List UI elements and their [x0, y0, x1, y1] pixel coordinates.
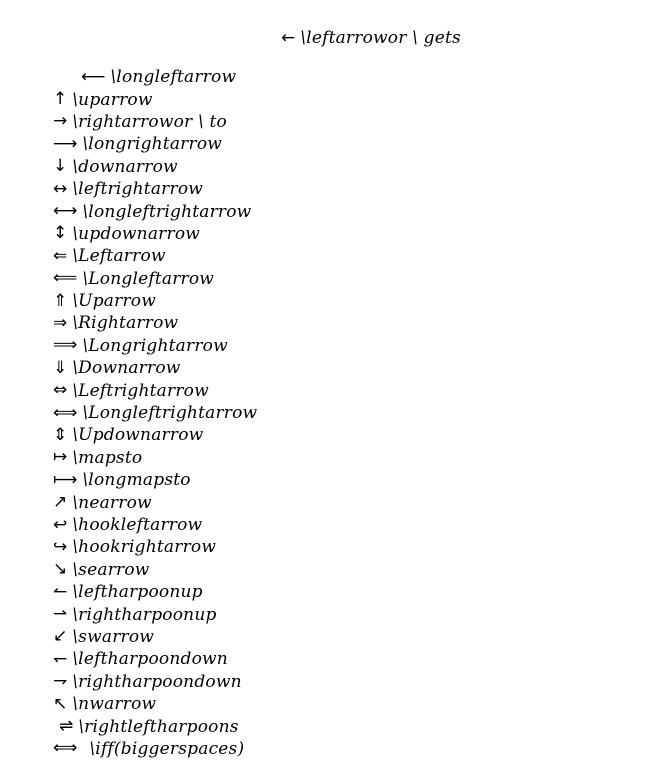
- command-text: \Updownarrow: [72, 425, 204, 446]
- command-text: \mapsto: [72, 447, 143, 468]
- double-leftarrow-icon: ⇐: [53, 245, 68, 266]
- double-longleftarrow-icon: ⟸: [53, 268, 78, 289]
- list-item: [53, 200, 257, 222]
- list-item: [53, 559, 257, 581]
- list-item: [53, 536, 257, 558]
- command-text: \nwarrow: [72, 694, 157, 715]
- list-item: [53, 738, 257, 760]
- list-item: [53, 178, 257, 200]
- command-text: \hookleftarrow: [72, 515, 203, 535]
- command-text: \iff(biggerspaces): [89, 738, 245, 759]
- hookleftarrow-icon: ↩: [53, 514, 68, 535]
- list-item: [53, 156, 257, 178]
- command-text: \leftharpoondown: [72, 649, 228, 670]
- double-leftrightarrow-icon: ⇔: [53, 380, 68, 401]
- header-line: [281, 26, 461, 50]
- list-item: [53, 111, 257, 133]
- longleftrightarrow-icon: ⟷: [53, 201, 78, 222]
- command-text: \downarrow: [72, 156, 178, 177]
- leftrightarrow-icon: ↔: [53, 178, 68, 199]
- rightharpoonup-icon: ⇀: [53, 604, 68, 625]
- command-text: \searrow: [72, 559, 150, 580]
- list-item: [53, 133, 257, 155]
- list-item: [53, 223, 257, 245]
- double-downarrow-icon: ⇓: [53, 357, 68, 378]
- list-item: [53, 379, 257, 401]
- list-item: [53, 66, 257, 88]
- arrow-list: [53, 66, 257, 760]
- double-rightarrow-icon: ⇒: [53, 312, 68, 333]
- downarrow-icon: ↓: [53, 156, 68, 177]
- list-item: [53, 469, 257, 491]
- searrow-icon: ↘: [53, 559, 68, 580]
- command-text: \leftrightarrow: [72, 179, 203, 200]
- list-item: [53, 603, 257, 625]
- list-item: [53, 245, 257, 267]
- leftharpoonup-icon: ↼: [53, 581, 68, 602]
- command-text: \Longleftarrow: [82, 268, 215, 289]
- longleftarrow-icon: ⟵: [81, 66, 106, 87]
- list-item: [53, 491, 257, 513]
- command-text: \rightleftharpoons: [78, 716, 239, 737]
- rightleftharpoons-icon: ⇌: [59, 716, 74, 737]
- list-item: [53, 514, 257, 536]
- nwarrow-icon: ↖: [53, 693, 68, 714]
- list-item: [53, 715, 257, 737]
- list-item: [53, 447, 257, 469]
- nearrow-icon: ↗: [53, 492, 68, 513]
- list-item: [53, 648, 257, 670]
- swarrow-icon: ↙: [53, 626, 68, 647]
- list-item: [53, 312, 257, 334]
- longmapsto-icon: ⟼: [53, 469, 78, 490]
- header-command: \leftarrowor \ gets: [300, 28, 461, 48]
- command-text: \Leftarrow: [72, 246, 166, 267]
- list-item: [53, 268, 257, 290]
- command-text: \rightharpoondown: [72, 671, 242, 692]
- list-item: [53, 88, 257, 110]
- list-item: [53, 357, 257, 379]
- command-text: \longleftarrow: [110, 67, 237, 88]
- command-text: \hookrightarrow: [72, 537, 217, 558]
- hookrightarrow-icon: ↪: [53, 536, 68, 557]
- leftarrow-icon: ←: [281, 27, 296, 48]
- iff-icon: ⟺: [53, 738, 78, 759]
- command-text: \longrightarrow: [82, 134, 223, 155]
- leftharpoondown-icon: ↽: [53, 648, 68, 669]
- command-text: \longleftrightarrow: [82, 201, 252, 222]
- command-text: \swarrow: [72, 626, 155, 647]
- command-text: \Longleftrightarrow: [82, 403, 258, 424]
- mapsto-icon: ↦: [53, 447, 68, 468]
- command-text: \leftharpoonup: [72, 582, 203, 603]
- command-text: \rightharpoonup: [72, 604, 217, 625]
- list-item: [53, 581, 257, 603]
- list-item: [53, 671, 257, 693]
- double-uparrow-icon: ⇑: [53, 290, 68, 311]
- double-longleftrightarrow-icon: ⟺: [53, 402, 78, 423]
- list-item: [53, 402, 257, 424]
- list-item: [53, 290, 257, 312]
- command-text: \Leftrightarrow: [72, 380, 209, 401]
- command-text: \rightarrowor \ to: [72, 111, 227, 132]
- command-text: \Rightarrow: [72, 313, 179, 334]
- list-item: [53, 693, 257, 715]
- list-item: [53, 626, 257, 648]
- command-text: \updownarrow: [72, 223, 201, 244]
- list-item: [53, 424, 257, 446]
- updownarrow-icon: ↕: [53, 223, 68, 244]
- command-text: \uparrow: [72, 89, 153, 110]
- uparrow-icon: ↑: [53, 89, 68, 110]
- longrightarrow-icon: ⟶: [53, 133, 78, 154]
- command-text: \Uparrow: [72, 291, 156, 312]
- rightarrow-icon: →: [53, 111, 68, 132]
- command-text: \nearrow: [72, 492, 152, 513]
- command-text: \longmapsto: [82, 470, 191, 491]
- command-text: \Downarrow: [72, 358, 181, 379]
- list-item: [53, 335, 257, 357]
- command-text: \Longrightarrow: [82, 335, 228, 356]
- rightharpoondown-icon: ⇁: [53, 671, 68, 692]
- double-longrightarrow-icon: ⟹: [53, 335, 78, 356]
- double-updownarrow-icon: ⇕: [53, 424, 68, 445]
